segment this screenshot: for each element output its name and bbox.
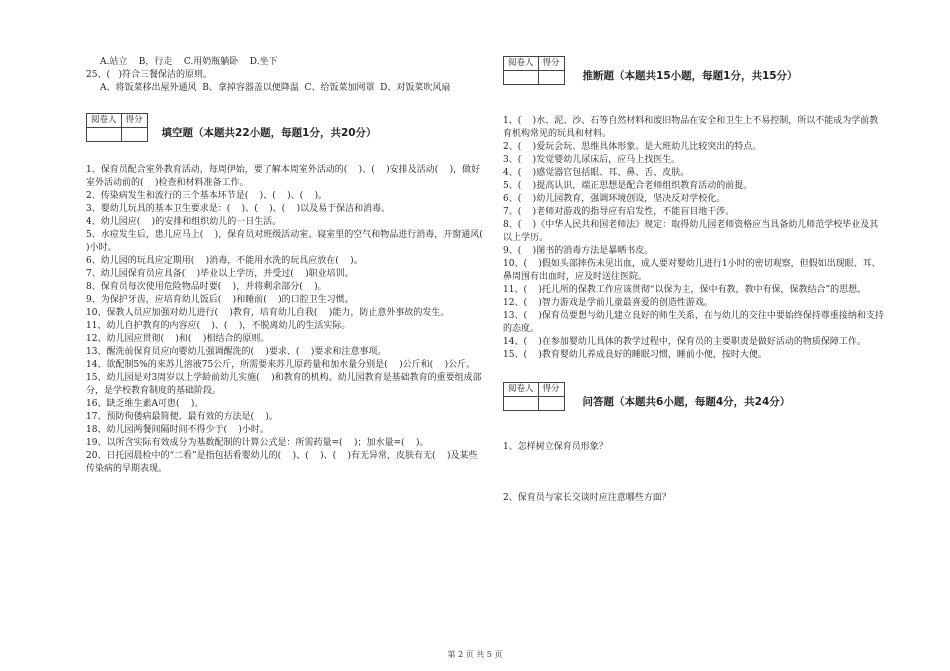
score-label: 得分 [538, 383, 564, 397]
grader-label: 阅卷人 [504, 57, 539, 71]
list-item: 7、( )老师对游戏的指导应有启发性，不能盲目地干涉。 [503, 207, 735, 217]
list-item: 9、( )图书的消毒方法是暴晒书皮。 [503, 246, 654, 256]
option-line: A.站立 B，行走 C.用奶瓶躺卧 D.坐下 [100, 57, 278, 67]
list-item: 14、欲配制5%的来苏儿溶液75公斤，所需要来苏儿原药量和加水量分别是( )公斤和( )公斤。 [86, 360, 476, 370]
question-25: 25、( )符合三餐保洁的原则。 [86, 70, 213, 80]
list-item: 1、保育员配合室外教育活动，每周伊始，要了解本周室外活动的( )、( )安排及活动( )，做好室外活动前的( )检查和材料准备工作。 [86, 165, 481, 188]
right-column [503, 56, 885, 505]
list-item: 16、缺乏维生素A可患( )。 [86, 399, 204, 409]
grader-cell [504, 397, 539, 411]
question-item: 2、保育员与家长交谈时应注意哪些方面？ [503, 493, 671, 503]
grader-label: 阅卷人 [504, 383, 539, 397]
option-line: A、将饭菜移出屋外通风 B、拿掉容器盖以便降温 C、给饭菜加网罩 D、对饭菜吹风扇 [100, 83, 451, 93]
score-cell [538, 397, 564, 411]
fill-section-header [86, 113, 486, 142]
list-item: 2、传染病发生和流行的三个基本环节是( )、( )、( )。 [86, 191, 328, 201]
list-item: 8、( )《中华人民共和国老师法》规定：取得幼儿园老师资格应当具备幼儿师范学校毕业及其以上学历。 [503, 220, 879, 243]
list-item: 11、( )托儿所的保教工作应该贯彻“以保为主，保中有教，教中有保，保教结合”的思想。 [503, 285, 867, 295]
list-item: 8、保育员每次使用危险物品时要( )，并将剩余部分( )。 [86, 282, 327, 292]
list-item: 6、幼儿园的玩具应定期用( )消毒，不能用水洗的玩具应放在( )。 [86, 256, 363, 266]
score-box [503, 382, 565, 411]
list-item: 7、幼儿园保育员应具备( )毕业以上学历，并受过( )职业培训。 [86, 269, 354, 279]
list-item: 20、日托园晨检中的“二看”是指包括看婴幼儿的( )、( )、( )有无异常，皮肤有无( )及某些传染病的早期表现。 [86, 451, 478, 474]
list-item: 12、幼儿园应贯彻( )和( )相结合的原则。 [86, 334, 270, 344]
list-item: 14、( )在参加婴幼儿具体的教学过程中，保育员的主要职责是做好活动的物质保障工作。 [503, 337, 866, 347]
list-item: 19、以所含实际有效成分为基数配制的计算公式是：所需药量=( )；加水量=( )。 [86, 438, 429, 448]
list-item: 3、婴幼儿玩具的基本卫生要求是：( )、( )、( )以及易于保洁和消毒。 [86, 204, 391, 214]
list-item: 18、幼儿园两餐间隔时间不得少于( )小时。 [86, 425, 269, 435]
list-item: 17、预防佝偻病最简便、最有效的方法是( )。 [86, 412, 278, 422]
list-item: 11、幼儿自护教育的内容应( )、( )，不脱离幼儿的生活实际。 [86, 321, 351, 331]
list-item: 10、保教人员应加强对幼儿进行( )教育，培育幼儿自我( )能力，防止意外事故的发生。 [86, 308, 450, 318]
list-item: 10、( )假如头部摔伤未见出血，成人要对婴幼儿进行1小时的密切观察，但假如出现眼、耳、鼻周围有出血时，应及时送往医院。 [503, 259, 881, 282]
page-footer: 第 2 页 共 5 页 [447, 650, 503, 659]
list-item: 6、( )幼儿园教育，强调环境创设，坚决反对学校化。 [503, 194, 726, 204]
section-title: 填空题（本题共22小题，每题1分，共20分） [161, 127, 377, 139]
list-item: 12、( )智力游戏是学前儿童最喜爱的创造性游戏。 [503, 298, 713, 308]
question-item: 1、怎样树立保育员形象？ [503, 442, 608, 452]
list-item: 1、( )水、泥、沙、石等自然材料和废旧物品在安全和卫生上不易控制，所以不能成为学前教育机构常见的玩具和材料。 [503, 116, 879, 139]
list-item: 13、( )保育员要想与幼儿建立良好的师生关系，在与幼儿的交往中要始终保持尊重接纳和支持的态度。 [503, 311, 884, 334]
score-cell [121, 128, 147, 142]
list-item: 3、( )发觉婴幼儿尿床后，应马上找医生。 [503, 155, 681, 165]
list-item: 13、醒洗前保育员应向婴幼儿强调醒洗的( )要求、( )要求和注意事项。 [86, 347, 387, 357]
judge-section-header [503, 56, 885, 85]
list-item: 15、( )教育婴幼儿养成良好的睡眠习惯，睡前小便，按时大便。 [503, 350, 767, 360]
score-box [503, 56, 565, 85]
grader-label: 阅卷人 [87, 114, 122, 128]
section-title: 推断题（本题共15小题，每题1分，共15分） [582, 70, 798, 82]
fill-items [86, 164, 495, 476]
score-label: 得分 [538, 57, 564, 71]
grader-cell [504, 71, 539, 85]
list-item: 4、幼儿园应( )的安排和组织幼儿的一日生活。 [86, 217, 282, 227]
qa-section-header [503, 382, 885, 411]
section-title: 问答题（本题共6小题，每题4分，共24分） [582, 396, 791, 408]
list-item: 9、为保护牙齿，应培育幼儿饭后( )和睡前( )的口腔卫生习惯。 [86, 295, 354, 305]
list-item: 4、( )感觉器官包括眼、耳、鼻、舌、皮肤。 [503, 168, 690, 178]
list-item: 5、水痘发生后，患儿应马上( )，保育员对班级活动室、寝室里的空气和物品进行消毒，开窗通风( )小时。 [86, 230, 495, 253]
list-item: 2、( )爱玩会玩、思维具体形象。是大班幼儿比较突出的特点。 [503, 142, 762, 152]
left-column [86, 56, 495, 476]
judge-items [503, 115, 885, 362]
score-label: 得分 [121, 114, 147, 128]
score-cell [538, 71, 564, 85]
list-item: 15、幼儿园是对3周岁以上学龄前幼儿实施( )和教育的机构。幼儿园教育是基础教育的重要组成部分，是学校教育制度的基础阶段。 [86, 373, 482, 396]
list-item: 5、( )提高认识，端正思想是配合老师组织教育活动的前提。 [503, 181, 753, 191]
score-box [86, 113, 148, 142]
grader-cell [87, 128, 122, 142]
